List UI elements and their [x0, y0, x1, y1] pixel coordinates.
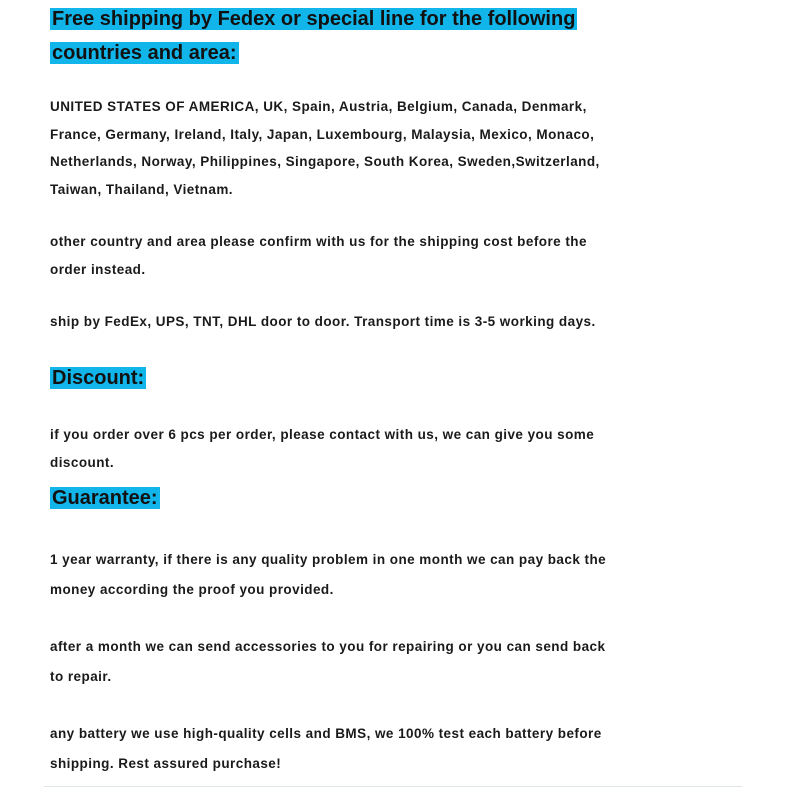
guarantee-heading-text: Guarantee: [52, 487, 158, 509]
discount-line: discount. [50, 454, 115, 470]
battery-line: any battery we use high-quality cells and BMS, we 100% test each battery before [50, 726, 602, 741]
countries-line: UNITED STATES OF AMERICA, UK, Spain, Austria, Belgium, Canada, Denmark, [50, 99, 587, 114]
discount-line: if you order over 6 pcs per order, please contact with us, we can give you some [50, 427, 595, 442]
carrier-line: ship by FedEx, UPS, TNT, DHL door to door. Transport time is 3-5 working days. [50, 314, 596, 329]
repair-paragraph [50, 632, 605, 691]
guarantee-heading [50, 481, 160, 515]
shipping-heading [50, 2, 577, 70]
bottom-divider [44, 786, 742, 787]
shipping-countries-paragraph [50, 93, 600, 203]
discount-heading-text: Discount: [52, 367, 145, 389]
warranty-paragraph [50, 545, 606, 604]
warranty-line: money according the proof you provided. [50, 581, 334, 597]
shipping-heading-line2: countries and area: [52, 42, 237, 64]
other-countries-paragraph [50, 228, 587, 283]
discount-heading [50, 361, 146, 395]
countries-line: Netherlands, Norway, Philippines, Singapore, South Korea, Sweden,Switzerland, [50, 154, 600, 169]
countries-line: France, Germany, Ireland, Italy, Japan, Luxembourg, Malaysia, Mexico, Monaco, [50, 126, 595, 142]
battery-paragraph [50, 719, 602, 778]
countries-line: Taiwan, Thailand, Vietnam. [50, 181, 233, 197]
repair-line: to repair. [50, 668, 112, 684]
battery-line: shipping. Rest assured purchase! [50, 755, 282, 771]
other-countries-line: order instead. [50, 261, 146, 277]
discount-paragraph [50, 421, 594, 476]
warranty-line: 1 year warranty, if there is any quality problem in one month we can pay back the [50, 552, 607, 567]
carrier-paragraph [50, 308, 596, 336]
shipping-heading-line1: Free shipping by Fedex or special line for the following [52, 8, 576, 30]
repair-line: after a month we can send accessories to you for repairing or you can send back [50, 639, 606, 654]
other-countries-line: other country and area please confirm with us for the shipping cost before the [50, 234, 587, 249]
